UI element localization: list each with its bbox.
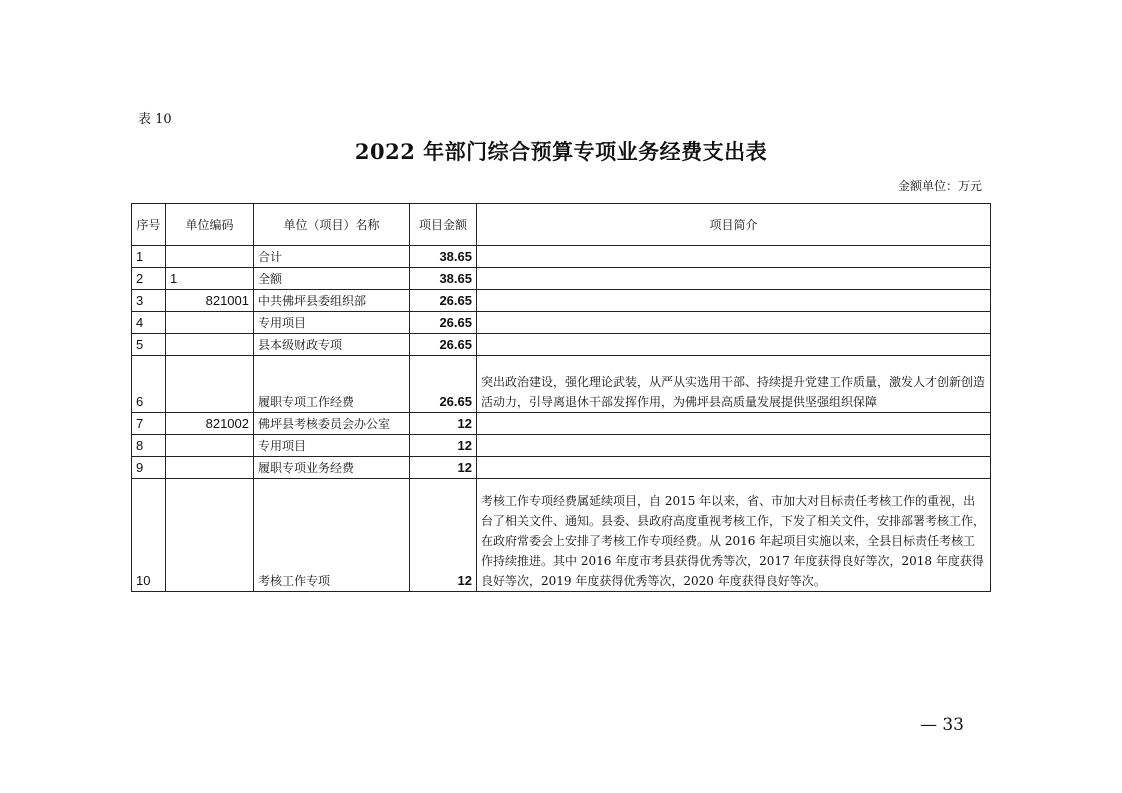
cell-amount: 26.65	[410, 312, 477, 334]
cell-name: 县本级财政专项	[254, 334, 410, 356]
cell-name: 考核工作专项	[254, 479, 410, 592]
table-row	[132, 435, 991, 457]
cell-amount: 38.65	[410, 246, 477, 268]
cell-intro	[477, 457, 991, 479]
table-row	[132, 479, 991, 592]
cell-name: 专用项目	[254, 435, 410, 457]
cell-name: 履职专项业务经费	[254, 457, 410, 479]
cell-name: 全额	[254, 268, 410, 290]
cell-intro	[477, 290, 991, 312]
cell-amount: 12	[410, 413, 477, 435]
col-header-intro: 项目简介	[477, 204, 991, 246]
cell-unit-code: 1	[166, 268, 254, 290]
cell-seq: 9	[132, 457, 166, 479]
table-row	[132, 312, 991, 334]
table-row	[132, 334, 991, 356]
page-title: 2022 年部门综合预算专项业务经费支出表	[354, 139, 768, 164]
cell-amount: 12	[410, 457, 477, 479]
cell-unit-code	[166, 457, 254, 479]
table-row	[132, 290, 991, 312]
table-row	[132, 413, 991, 435]
cell-seq: 2	[132, 268, 166, 290]
cell-name: 履职专项工作经费	[254, 356, 410, 413]
cell-amount: 12	[410, 479, 477, 592]
cell-seq: 3	[132, 290, 166, 312]
table-header-row	[132, 204, 991, 246]
cell-intro: 考核工作专项经费属延续项目，自 2015 年以来，省、市加大对目标责任考核工作的重视，出台了相关文件、通知。县委、县政府高度重视考核工作，下发了相关文件，安排部署考核工作，在政府常委会上安排了考核工作专项经费。从 2016 年起项目实施以来，全县目标责任考核工作持续推进。其中 2016 年度市考县获得优秀等次，2017 年度获得良好等次，2018 年度获得良好等次，2019 年度获得优秀等次，2020 年度获得良好等次。	[477, 479, 991, 592]
cell-seq: 8	[132, 435, 166, 457]
cell-seq: 7	[132, 413, 166, 435]
cell-amount: 26.65	[410, 290, 477, 312]
cell-intro	[477, 312, 991, 334]
cell-intro	[477, 435, 991, 457]
cell-amount: 26.65	[410, 334, 477, 356]
cell-unit-code: 821001	[166, 290, 254, 312]
cell-seq: 6	[132, 356, 166, 413]
cell-intro	[477, 268, 991, 290]
cell-intro	[477, 334, 991, 356]
cell-amount: 26.65	[410, 356, 477, 413]
col-header-unit-code: 单位编码	[166, 204, 254, 246]
page-number: — 33	[919, 715, 964, 735]
cell-unit-code	[166, 435, 254, 457]
table-row	[132, 356, 991, 413]
cell-name: 专用项目	[254, 312, 410, 334]
cell-seq: 1	[132, 246, 166, 268]
table-row	[132, 268, 991, 290]
cell-unit-code	[166, 246, 254, 268]
unit-note: 金额单位：万元	[897, 179, 982, 193]
col-header-seq: 序号	[132, 204, 166, 246]
cell-unit-code	[166, 356, 254, 413]
cell-seq: 10	[132, 479, 166, 592]
cell-unit-code	[166, 479, 254, 592]
col-header-name: 单位（项目）名称	[254, 204, 410, 246]
cell-amount: 38.65	[410, 268, 477, 290]
cell-intro: 突出政治建设，强化理论武装，从严从实选用干部、持续提升党建工作质量，激发人才创新创造活动力，引导离退休干部发挥作用，为佛坪县高质量发展提供坚强组织保障	[477, 356, 991, 413]
budget-table	[131, 203, 991, 592]
cell-unit-code	[166, 312, 254, 334]
cell-unit-code	[166, 334, 254, 356]
cell-name: 佛坪县考核委员会办公室	[254, 413, 410, 435]
cell-intro	[477, 246, 991, 268]
cell-seq: 4	[132, 312, 166, 334]
cell-name: 合计	[254, 246, 410, 268]
cell-name: 中共佛坪县委组织部	[254, 290, 410, 312]
cell-amount: 12	[410, 435, 477, 457]
cell-seq: 5	[132, 334, 166, 356]
table-row	[132, 457, 991, 479]
table-label: 表 10	[138, 112, 172, 127]
table-row	[132, 246, 991, 268]
cell-unit-code: 821002	[166, 413, 254, 435]
col-header-amount: 项目金额	[410, 204, 477, 246]
cell-intro	[477, 413, 991, 435]
